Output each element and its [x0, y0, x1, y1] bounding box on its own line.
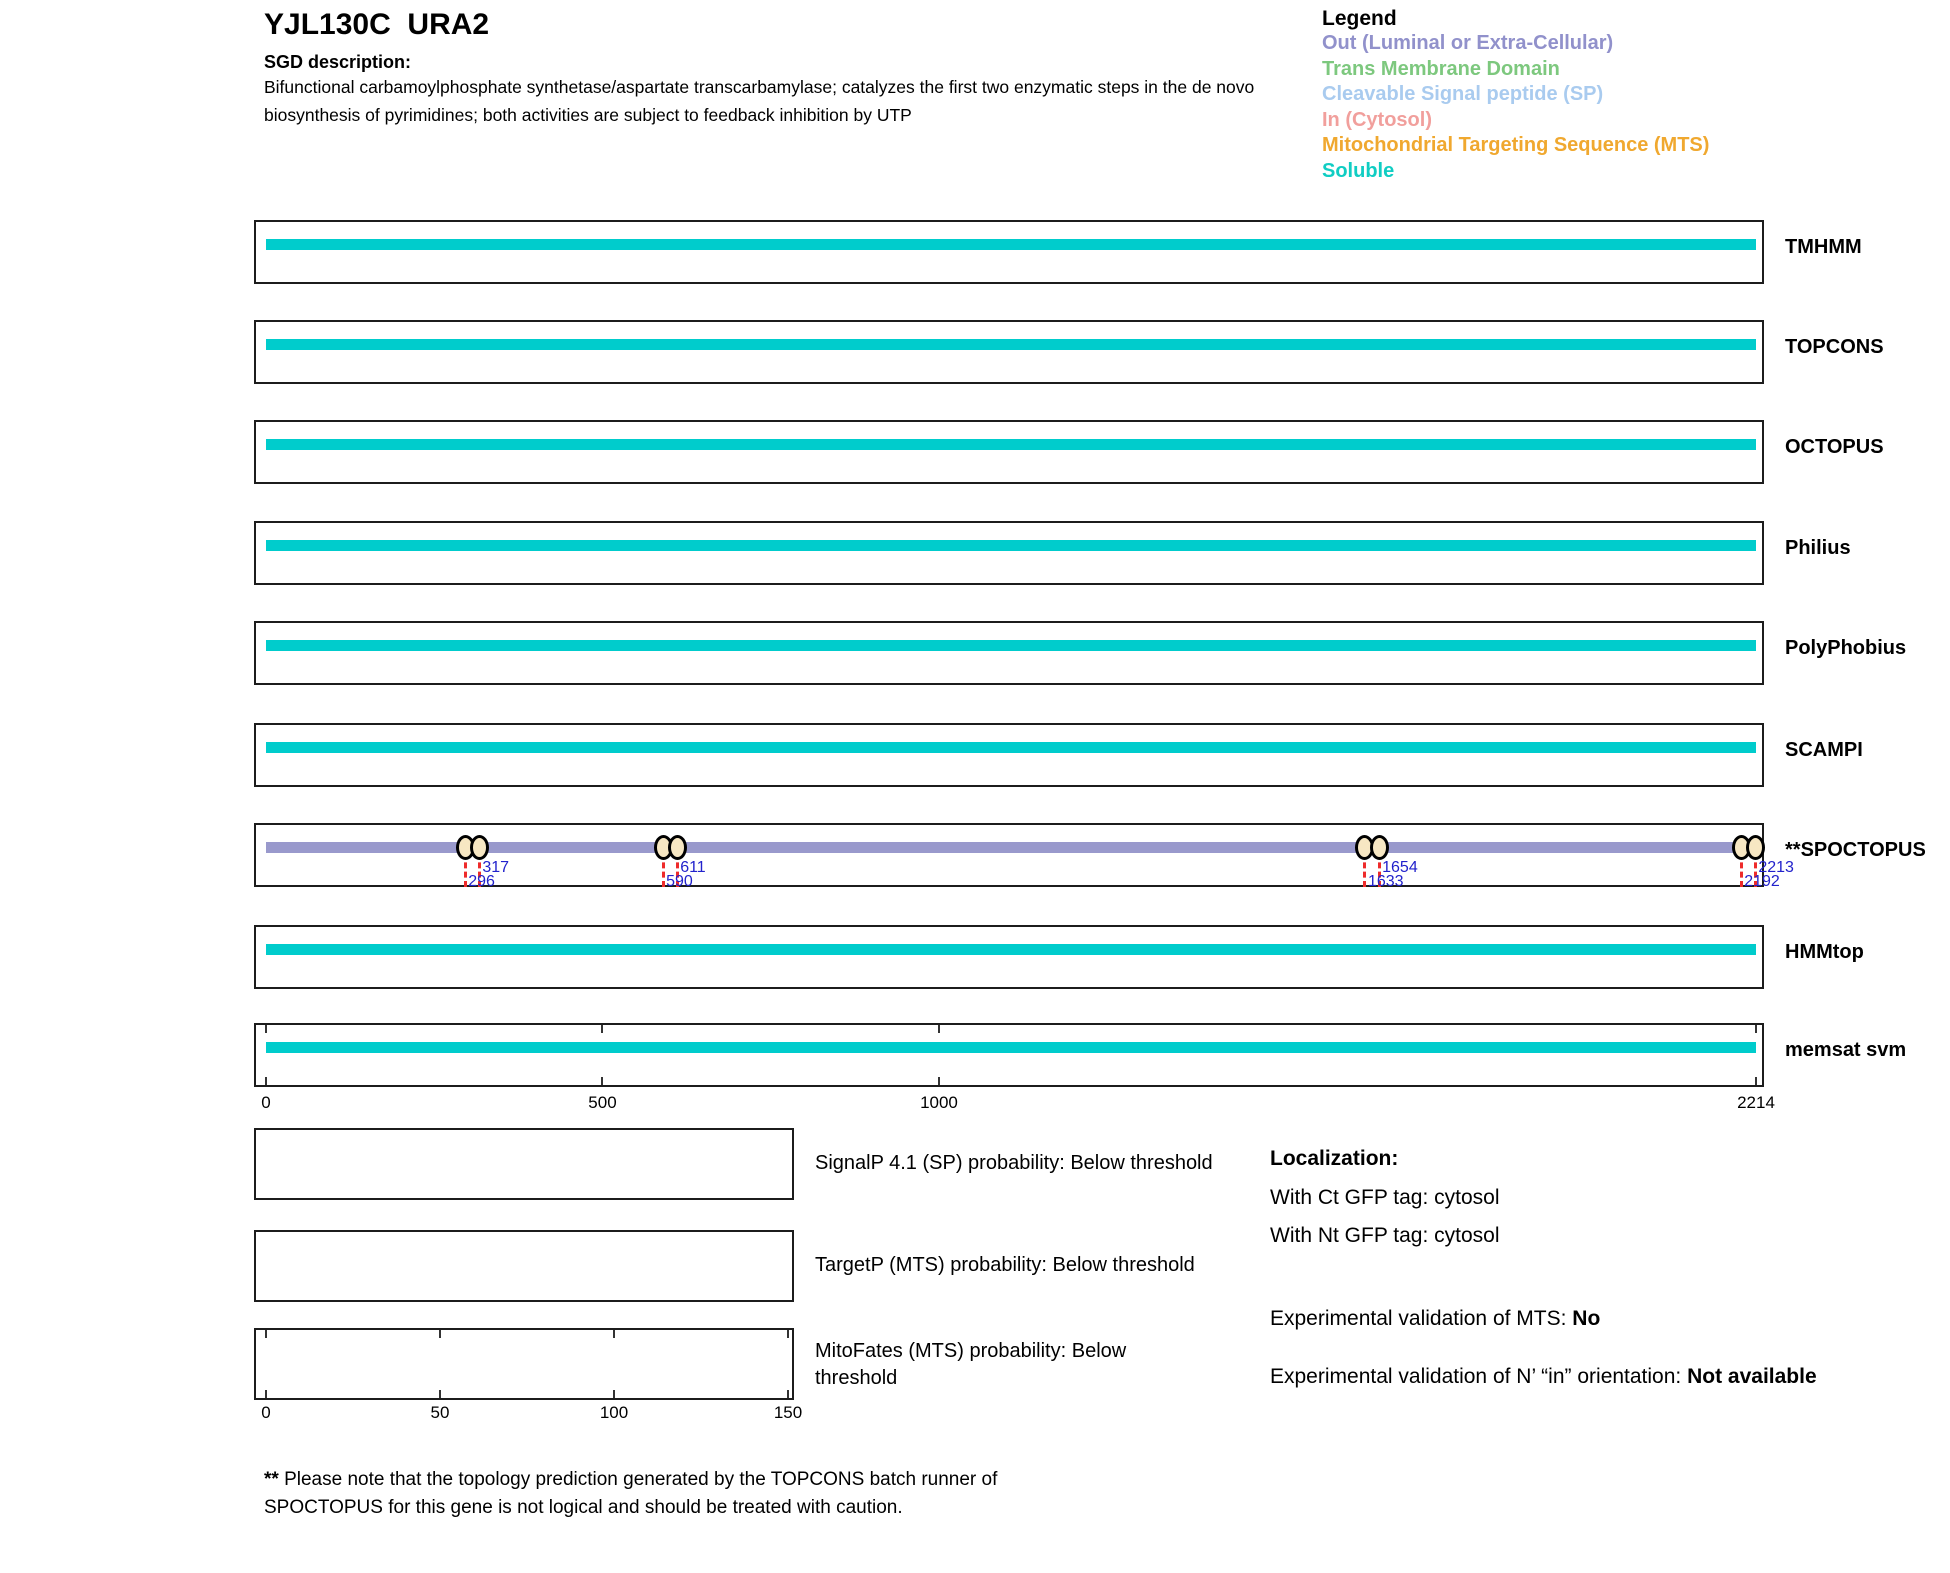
- footnote-asterisks: **: [264, 1469, 279, 1490]
- prob-axis-tick-label: 0: [261, 1403, 271, 1422]
- x-axis-tick-label: 0: [261, 1093, 271, 1112]
- probability-box-signalp: [254, 1128, 794, 1200]
- tm-boundary-marker: [668, 835, 687, 860]
- soluble-bar: [266, 339, 1756, 350]
- prob-axis-tick-label: 50: [430, 1403, 450, 1422]
- track-box-memsat-svm: [254, 1023, 1764, 1087]
- tm-boundary-position: 296: [468, 873, 495, 890]
- tm-boundary-position: 611: [680, 859, 706, 876]
- axis-tick: [613, 1330, 615, 1338]
- tm-boundary-position: 1654: [1382, 859, 1418, 876]
- localization-title: Localization:: [1270, 1147, 1399, 1170]
- track-label-tmhmm: TMHMM: [1785, 236, 1862, 258]
- orientation-validation-label: Experimental validation of N’ “in” orientation:: [1270, 1365, 1688, 1388]
- axis-tick: [439, 1330, 441, 1338]
- legend-entry-out: Out (Luminal or Extra-Cellular): [1322, 32, 1614, 54]
- track-box-polyphobius: [254, 621, 1764, 685]
- soluble-bar: [266, 1042, 1756, 1053]
- soluble-bar: [266, 640, 1756, 651]
- tm-boundary-marker: [1746, 835, 1765, 860]
- track-label-spoctopus: **SPOCTOPUS: [1785, 839, 1926, 861]
- legend-entry-soluble: Soluble: [1322, 159, 1395, 182]
- soluble-bar: [266, 239, 1756, 250]
- soluble-bar: [266, 540, 1756, 551]
- legend-entry-in: In (Cytosol): [1322, 108, 1432, 131]
- axis-tick: [601, 1077, 603, 1085]
- probability-label-mitofates: MitoFates (MTS) probability: Below threshold: [815, 1340, 1127, 1389]
- tm-boundary-position: 590: [666, 873, 693, 890]
- soluble-bar: [266, 742, 1756, 753]
- track-box-hmmtop: [254, 925, 1764, 989]
- track-label-memsat-svm: memsat svm: [1785, 1039, 1907, 1061]
- probability-label-signalp: SignalP 4.1 (SP) probability: Below threshold: [815, 1152, 1213, 1174]
- track-box-octopus: [254, 420, 1764, 484]
- orientation-validation-line: [1270, 1361, 1830, 1393]
- track-label-octopus: OCTOPUS: [1785, 436, 1884, 458]
- track-box-tmhmm: [254, 220, 1764, 284]
- mts-validation-value: No: [1572, 1307, 1601, 1330]
- axis-tick: [787, 1330, 789, 1338]
- axis-tick: [1755, 1077, 1757, 1085]
- page-title: YJL130C URA2: [264, 8, 490, 41]
- tm-boundary-position: 2192: [1744, 873, 1780, 890]
- prob-axis-tick-label: 150: [773, 1403, 803, 1422]
- sgd-description-label: SGD description:: [264, 52, 412, 72]
- track-label-topcons: TOPCONS: [1785, 336, 1884, 358]
- mts-validation-label: Experimental validation of MTS:: [1270, 1307, 1573, 1330]
- prob-axis-tick-label: 100: [599, 1403, 629, 1422]
- axis-tick: [787, 1390, 789, 1398]
- legend-title: Legend: [1322, 7, 1397, 30]
- tm-boundary-position: 317: [482, 859, 510, 876]
- x-axis-tick-label: 2214: [1737, 1093, 1775, 1112]
- axis-tick: [1755, 1025, 1757, 1033]
- tm-boundary-marker: [1370, 835, 1389, 860]
- localization-ct-gfp: With Ct GFP tag: cytosol: [1270, 1186, 1500, 1209]
- out-region-bar: [266, 842, 1756, 853]
- soluble-bar: [266, 944, 1756, 955]
- sgd-description-text: Bifunctional carbamoylphosphate synthetase/aspartate transcarbamylase; catalyzes the first two enzymatic steps in the de novo biosynthesis of pyrimidines; both activities are subject to feedback inhibition by UTP: [264, 77, 1255, 125]
- x-axis-tick-label: 1000: [920, 1093, 958, 1112]
- mts-validation-line: [1270, 1303, 1600, 1335]
- x-axis-tick-label: 500: [588, 1093, 617, 1112]
- track-box-topcons: [254, 320, 1764, 384]
- footnote: [264, 1466, 1109, 1522]
- track-box-spoctopus: [254, 823, 1794, 890]
- track-label-polyphobius: PolyPhobius: [1785, 637, 1907, 659]
- axis-tick: [601, 1025, 603, 1033]
- probability-box-mitofates: [254, 1328, 794, 1400]
- soluble-bar: [266, 439, 1756, 450]
- axis-tick: [265, 1025, 267, 1033]
- axis-tick: [938, 1077, 940, 1085]
- probability-label-targetp: TargetP (MTS) probability: Below threshold: [815, 1254, 1195, 1276]
- axis-tick: [938, 1025, 940, 1033]
- track-label-philius: Philius: [1785, 537, 1851, 559]
- legend-entry-sp: Cleavable Signal peptide (SP): [1322, 83, 1604, 105]
- legend-entry-mts: Mitochondrial Targeting Sequence (MTS): [1322, 134, 1710, 156]
- axis-tick: [265, 1077, 267, 1085]
- axis-tick: [439, 1390, 441, 1398]
- axis-tick: [613, 1390, 615, 1398]
- localization-nt-gfp: With Nt GFP tag: cytosol: [1270, 1224, 1500, 1247]
- tm-boundary-marker: [470, 835, 489, 860]
- track-label-hmmtop: HMMtop: [1785, 941, 1864, 963]
- tm-boundary-position: 1633: [1367, 873, 1404, 890]
- track-label-scampi: SCAMPI: [1785, 739, 1863, 761]
- footnote-text: Please note that the topology prediction generated by the TOPCONS batch runner of SPOCTOPUS for this gene is not logical and should be treated with caution.: [264, 1469, 998, 1518]
- orientation-validation-value: Not available: [1687, 1365, 1817, 1388]
- legend: [1322, 6, 1842, 184]
- tm-boundary-position: 2213: [1758, 859, 1794, 876]
- probability-box-targetp: [254, 1230, 794, 1302]
- track-box-philius: [254, 521, 1764, 585]
- track-box-scampi: [254, 723, 1764, 787]
- axis-tick: [265, 1330, 267, 1338]
- axis-tick: [265, 1390, 267, 1398]
- legend-entry-tm: Trans Membrane Domain: [1322, 57, 1560, 80]
